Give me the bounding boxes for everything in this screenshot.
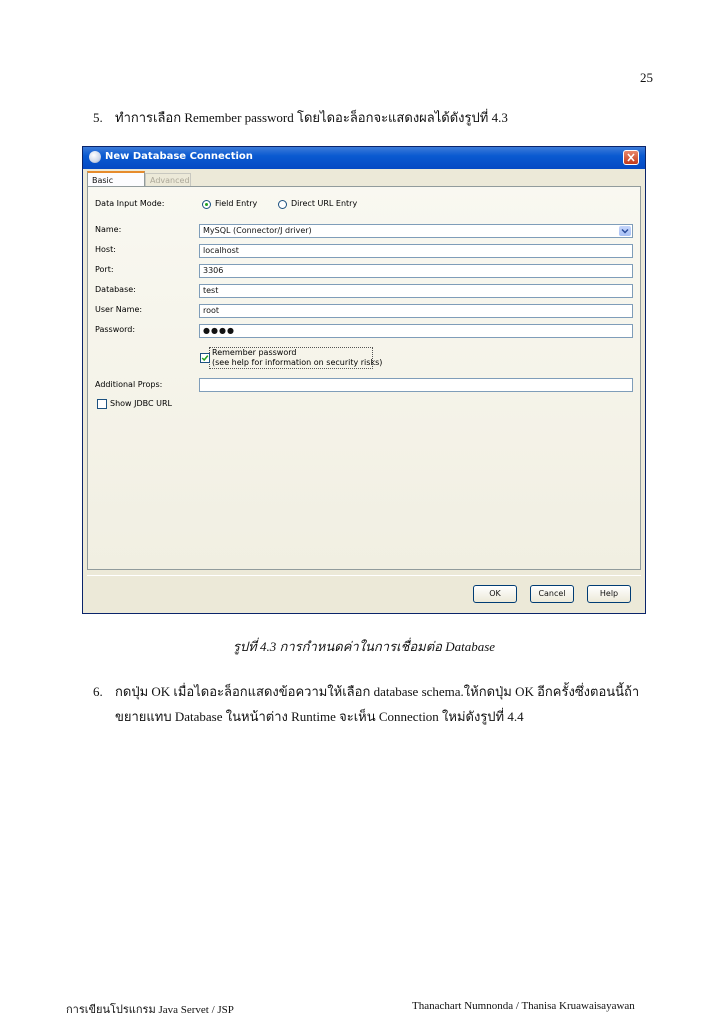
step-6-number: 6. [93,684,103,699]
direct-url-entry-radio[interactable] [278,200,287,209]
tab-advanced[interactable]: Advanced [145,173,191,187]
name-combobox[interactable] [199,224,633,238]
additional-props-input[interactable] [199,378,633,392]
database-label: Database: [95,285,136,294]
port-input[interactable] [199,264,633,278]
button-separator [87,575,641,576]
remember-password-label: Remember password [212,348,297,357]
password-label: Password: [95,325,136,334]
port-label: Port: [95,265,114,274]
username-value: root [203,306,220,315]
chevron-down-icon [619,226,631,236]
name-label: Name: [95,225,122,234]
host-label: Host: [95,245,116,254]
show-jdbc-url-label: Show JDBC URL [110,399,172,408]
remember-password-hint: (see help for information on security risks) [212,358,383,367]
port-value: 3306 [203,266,224,275]
host-input[interactable] [199,244,633,258]
step-5-number: 5. [93,110,103,125]
step-5-text: ทำการเลือก Remember password โดยไดอะล็อกจะแสดงผลได้ดังรูปที่ 4.3 [115,110,508,125]
ok-button[interactable]: OK [473,585,517,603]
close-button[interactable] [623,150,639,165]
username-input[interactable] [199,304,633,318]
dialog-title: New Database Connection [105,151,253,162]
database-input[interactable] [199,284,633,298]
cancel-button[interactable]: Cancel [530,585,574,603]
radio-selected-dot [205,203,208,206]
footer-left: การเขียนโปรแกรม Java Servet / JSP [66,1004,234,1016]
page-number: 25 [640,70,653,85]
password-input[interactable] [199,324,633,338]
figure-caption: รูปที่ 4.3 การกำหนดค่าในการเชื่อมต่อ Database [232,639,496,654]
database-icon [89,151,101,163]
footer-right: Thanachart Numnonda / Thanisa Kruawaisayawan [412,1000,635,1012]
name-value: MySQL (Connector/J driver) [203,226,312,235]
data-input-mode-label: Data Input Mode: [95,199,165,208]
database-value: test [203,286,219,295]
password-value: ●●●● [203,326,235,335]
dialog-titlebar [83,147,645,169]
additional-props-label: Additional Props: [95,380,163,389]
step-6-line-1: กดปุ่ม OK เมื่อไดอะล็อกแสดงข้อความให้เลือก database schema.ให้กดปุ่ม OK อีกครั้งซึ่งตอนนี้ถ้า [115,684,640,699]
host-value: localhost [203,246,239,255]
field-entry-label: Field Entry [215,199,258,208]
field-entry-radio[interactable] [202,200,211,209]
checkmark-icon [201,354,209,362]
tab-basic-setting[interactable]: Basic [87,171,145,187]
step-6-line-2: ขยายแทบ Database ในหน้าต่าง Runtime จะเห็น Connection ใหม่ดังรูปที่ 4.4 [115,709,524,724]
help-button[interactable]: Help [587,585,631,603]
close-icon [627,153,635,162]
username-label: User Name: [95,305,143,314]
direct-url-entry-label: Direct URL Entry [291,199,358,208]
new-database-connection-dialog [82,146,646,614]
remember-password-checkbox[interactable] [200,353,210,363]
show-jdbc-url-checkbox[interactable] [97,399,107,409]
dropdown-button[interactable] [619,226,631,236]
